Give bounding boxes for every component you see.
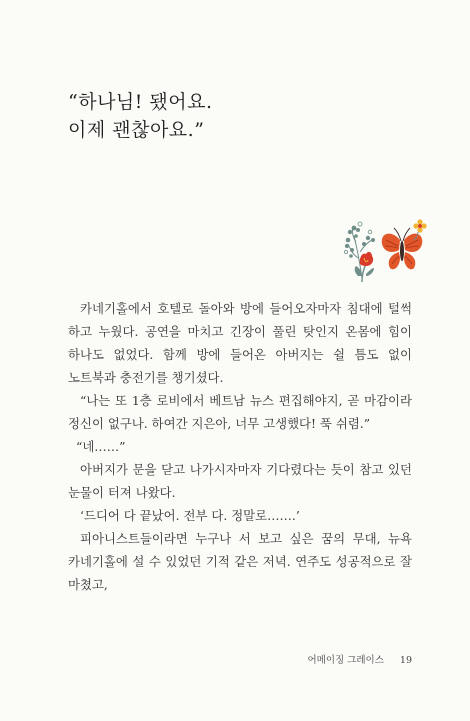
body-text: [68, 297, 412, 596]
paragraph-3: “네……”: [76, 439, 126, 454]
butterfly-flowers-icon: [344, 218, 428, 284]
paragraph-6: 피아니스트들이라면 누구나 서 보고 싶은 꿈의 무대, 뉴욕 카네기홀에 설 수 있었던 기적 같은 저녁. 연주도 성공적으로 잘 마쳤고,: [68, 531, 412, 592]
page-number: 19: [399, 655, 412, 666]
pull-quote-line-1: “하나님! 됐어요.: [68, 91, 213, 113]
butterfly-icon: [382, 228, 422, 269]
paragraph-5: ‘드디어 다 끝났어. 전부 다. 정말로…….’: [80, 508, 300, 523]
pull-quote: [68, 88, 213, 144]
paragraph-2: “나는 또 1층 로비에서 베트남 뉴스 편집해야지, 곧 마감이라 정신이 없구나. 하여간 지은아, 너무 고생했다! 푹 쉬렴.”: [68, 393, 412, 431]
paragraph-1: 카네기홀에서 호텔로 돌아와 방에 들어오자마자 침대에 털썩 하고 누웠다. 공연을 마치고 긴장이 풀린 탓인지 온몸에 힘이 하나도 없었다. 함께 방에 들어온 아버지는 쉴 틈도 없이 노트북과 충전기를 챙기셨다.: [68, 301, 412, 385]
running-title: 어메이징 그레이스: [307, 655, 384, 666]
pull-quote-line-2: 이제 괜찮아요.”: [68, 119, 205, 141]
paragraph-4: 아버지가 문을 닫고 나가시자마자 기다렸다는 듯이 참고 있던 눈물이 터져 나왔다.: [68, 462, 412, 500]
page-footer: [307, 652, 412, 666]
